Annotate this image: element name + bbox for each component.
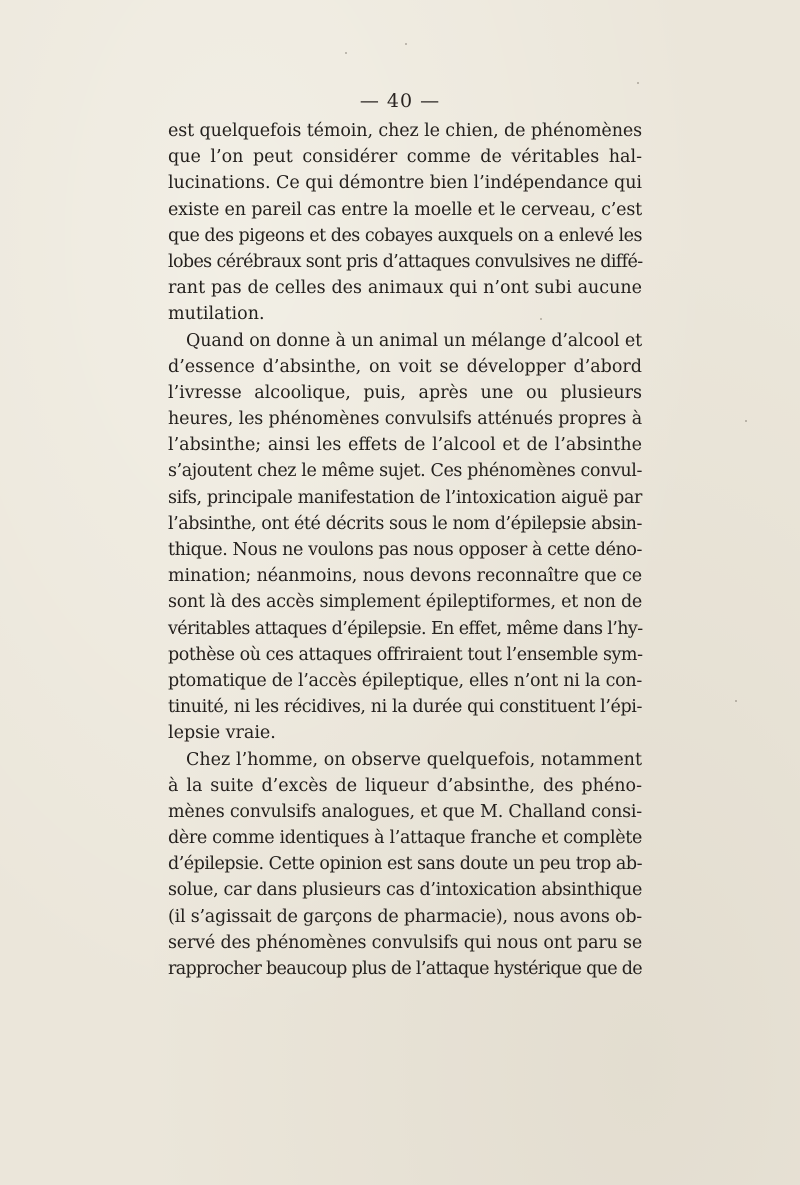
text-line: véritables attaques d’épilepsie. En effet, même dans l’hy-	[168, 618, 643, 639]
text-line: mutilation.	[168, 304, 265, 325]
paper-speck	[345, 52, 347, 54]
text-line: l’absinthe; ainsi les effets de l’alcool et de l’absinthe	[168, 435, 642, 456]
text-line: existe en pareil cas entre la moelle et le cerveau, c’est	[168, 199, 642, 220]
text-line: dère comme identiques à l’attaque franche et complète	[168, 828, 642, 849]
text-line: sifs, principale manifestation de l’intoxication aiguë par	[168, 487, 642, 508]
paper-speck	[405, 43, 407, 45]
text-line: est quelquefois témoin, chez le chien, de phénomènes	[168, 121, 642, 141]
text-line: sont là des accès simplement épileptiformes, et non de	[168, 592, 642, 613]
text-line: lobes cérébraux sont pris d’attaques convulsives ne diffé-	[168, 251, 643, 272]
text-line: que l’on peut considérer comme de véritables hal-	[168, 147, 642, 168]
text-line: d’essence d’absinthe, on voit se développer d’abord	[168, 356, 642, 377]
paper-speck	[540, 318, 542, 320]
text-line: à la suite d’excès de liqueur d’absinthe, des phéno-	[168, 775, 642, 796]
text-line: l’absinthe, ont été décrits sous le nom d’épilepsie absin-	[168, 513, 642, 534]
text-line: (il s’agissait de garçons de pharmacie), nous avons ob-	[168, 906, 642, 927]
paper-speck	[735, 700, 737, 702]
text-line: lepsie vraie.	[168, 723, 276, 744]
page-number: — 40 —	[359, 90, 441, 112]
text-line: que des pigeons et des cobayes auxquels on a enlevé les	[168, 225, 642, 246]
paper-speck	[637, 82, 639, 84]
text-line: s’ajoutent chez le même sujet. Ces phénomènes convul-	[168, 461, 642, 482]
text-line: rapprocher beaucoup plus de l’attaque hystérique que de	[168, 959, 642, 979]
text-line: Quand on donne à un animal un mélange d’alcool et	[186, 330, 642, 351]
text-line: ptomatique de l’accès épileptique, elles n’ont ni la con-	[168, 670, 642, 691]
text-line: solue, car dans plusieurs cas d’intoxication absinthique	[168, 880, 642, 901]
text-line: pothèse où ces attaques offriraient tout l’ensemble sym-	[168, 644, 643, 665]
text-line: heures, les phénomènes convulsifs atténués propres à	[168, 409, 642, 430]
text-line: mènes convulsifs analogues, et que M. Challand consi-	[168, 801, 643, 822]
text-line: mination; néanmoins, nous devons reconnaître que ce	[168, 566, 642, 587]
text-line: d’épilepsie. Cette opinion est sans doute un peu trop ab-	[168, 854, 642, 875]
text-line: Chez l’homme, on observe quelquefois, notamment	[186, 749, 642, 770]
text-line: thique. Nous ne voulons pas nous opposer à cette déno-	[168, 540, 642, 560]
body-text	[168, 118, 642, 982]
text-line: lucinations. Ce qui démontre bien l’indépendance qui	[168, 173, 642, 194]
text-line: tinuité, ni les récidives, ni la durée qui constituent l’épi-	[168, 697, 642, 718]
text-line: servé des phénomènes convulsifs qui nous ont paru se	[168, 932, 642, 953]
text-line: rant pas de celles des animaux qui n’ont subi aucune	[168, 278, 642, 299]
paper-speck	[745, 420, 747, 422]
text-line: l’ivresse alcoolique, puis, après une ou plusieurs	[168, 382, 642, 403]
